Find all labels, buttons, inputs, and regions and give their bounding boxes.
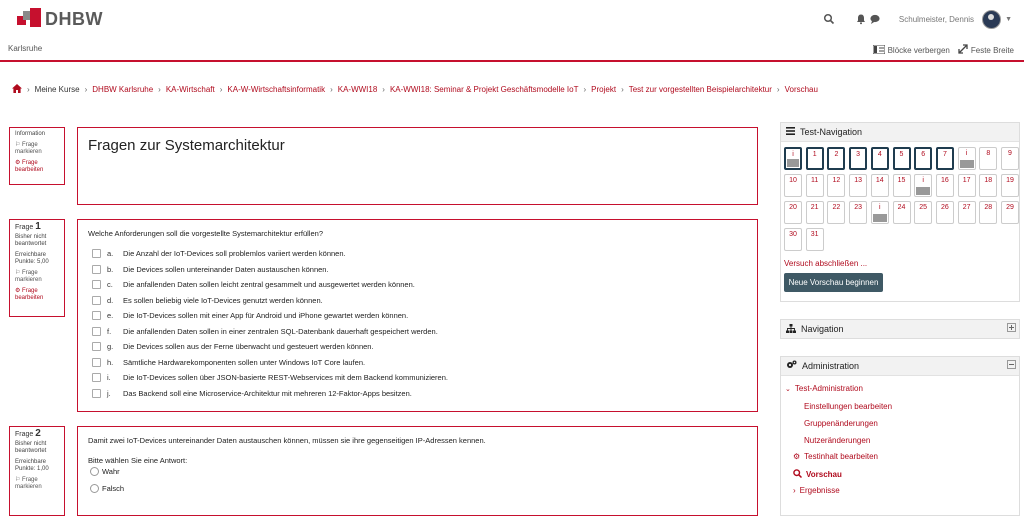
user-name[interactable]: Schulmeister, Dennis xyxy=(898,14,975,24)
edit-question-link[interactable] xyxy=(15,160,59,175)
zoom-icon xyxy=(793,469,802,480)
question-nav-label: i xyxy=(879,204,881,211)
question-nav-label: 6 xyxy=(921,151,926,158)
question-nav-button[interactable] xyxy=(936,147,954,170)
question-nav-label: 31 xyxy=(810,231,819,238)
administration-title: Administration xyxy=(802,361,860,371)
info-marker xyxy=(960,160,974,168)
question-nav-label: 19 xyxy=(1006,177,1014,184)
question-nav-label: 5 xyxy=(899,151,904,158)
question-nav-label: 25 xyxy=(919,204,928,211)
question-text: Damit zwei IoT-Devices untereinander Daten austauschen können, müssen sie ihre gegenseitigen IP-Adressen kennen. xyxy=(88,436,486,445)
question-content xyxy=(77,219,758,412)
avatar[interactable] xyxy=(982,10,1001,29)
question-nav-button[interactable] xyxy=(958,174,976,197)
breadcrumb-item[interactable]: KA-WWI18 xyxy=(337,85,378,94)
breadcrumb-separator-icon: › xyxy=(84,85,88,94)
test-navigation-title: Test-Navigation xyxy=(800,127,863,137)
sitemap-icon xyxy=(786,324,796,335)
breadcrumb-item[interactable]: Meine Kurse xyxy=(34,85,80,94)
answer-prompt: Bitte wählen Sie eine Antwort: xyxy=(88,456,188,465)
question-nav-button[interactable] xyxy=(979,174,997,197)
question-nav-label: 4 xyxy=(877,151,882,158)
answer-option[interactable]: g. Die Devices sollen aus der Ferne überwacht und gesteuert werden können. xyxy=(92,342,374,351)
location-label: Karlsruhe xyxy=(8,44,43,53)
question-number: Frage 1 xyxy=(15,221,41,232)
user-menu-area xyxy=(823,10,1012,28)
breadcrumb-separator-icon: › xyxy=(330,85,333,94)
info-marker xyxy=(916,187,930,195)
question-nav-button[interactable] xyxy=(827,147,845,170)
chevron-down-icon: ⌄ xyxy=(785,385,791,393)
checkbox[interactable] xyxy=(92,327,101,336)
checkbox[interactable] xyxy=(92,265,101,274)
info-sidebar xyxy=(9,127,65,185)
question-nav-button[interactable] xyxy=(936,174,954,197)
question-nav-button[interactable] xyxy=(784,147,802,170)
question-nav-label: 16 xyxy=(940,177,949,184)
question-nav-label: 23 xyxy=(854,204,862,211)
question-nav-button[interactable] xyxy=(893,201,911,224)
question-nav-label: 14 xyxy=(875,177,884,184)
answer-option[interactable]: f. Die anfallenden Daten sollen in einer zentralen SQL-Datenbank dauerhaft gespeichert werden. xyxy=(92,327,438,336)
new-preview-button[interactable]: Neue Vorschau beginnen xyxy=(784,273,883,292)
question-nav-button[interactable] xyxy=(979,201,997,224)
question-nav-label: 26 xyxy=(940,204,949,211)
flag-icon: ⚐ xyxy=(15,269,23,276)
checkbox[interactable] xyxy=(92,280,101,289)
question-nav-label: 8 xyxy=(986,150,991,157)
dhbw-logo[interactable] xyxy=(17,8,137,30)
breadcrumb-separator-icon: › xyxy=(158,85,161,94)
question-number: Frage 2 xyxy=(15,428,41,439)
answer-option[interactable]: b. Die Devices sollen untereinander Daten austauschen können. xyxy=(92,265,329,274)
header-divider xyxy=(0,60,1024,62)
gear-icon: ⚙ xyxy=(15,159,23,166)
question-nav-label: 27 xyxy=(962,204,971,211)
edit-label: Frage bearbeiten xyxy=(15,159,44,173)
question-nav-button[interactable] xyxy=(784,174,802,197)
question-nav-label: 28 xyxy=(984,204,993,211)
question-nav-label: 13 xyxy=(854,177,862,184)
checkbox[interactable] xyxy=(92,249,101,258)
question-nav-button[interactable] xyxy=(871,174,889,197)
top-navbar xyxy=(0,0,1024,38)
question-nav-label: 22 xyxy=(832,204,841,211)
info-marker xyxy=(787,159,799,167)
question-state: Bisher nicht beantwortet xyxy=(15,440,47,454)
checkbox[interactable] xyxy=(92,342,101,351)
question-nav-button[interactable] xyxy=(806,228,824,251)
home-icon[interactable] xyxy=(12,84,22,95)
breadcrumb-item[interactable]: KA-Wirtschaft xyxy=(165,85,215,94)
navigation-header[interactable] xyxy=(781,320,1019,338)
breadcrumb-separator-icon: › xyxy=(27,85,30,94)
info-title: Information xyxy=(15,131,46,137)
question-nav-button[interactable] xyxy=(827,174,845,197)
answer-option[interactable]: e. Die IoT-Devices sollen mit einer App für Android und iPhone gewartet werden können. xyxy=(92,311,408,320)
breadcrumb-item[interactable]: KA-W-Wirtschaftsinformatik xyxy=(227,85,326,94)
question-nav-label: 12 xyxy=(832,177,841,184)
checkbox[interactable] xyxy=(92,311,101,320)
question-nav-label: 15 xyxy=(897,177,906,184)
bell-icon[interactable] xyxy=(855,13,867,25)
question-nav-button[interactable] xyxy=(914,147,932,170)
question-nav-label: 3 xyxy=(856,151,861,158)
breadcrumb-item-current[interactable]: Vorschau xyxy=(784,85,818,94)
question-nav-button[interactable] xyxy=(784,201,802,224)
chat-icon[interactable] xyxy=(869,13,881,25)
question-nav-button[interactable] xyxy=(1001,201,1019,224)
question-nav-button[interactable] xyxy=(1001,174,1019,197)
breadcrumb-separator-icon: › xyxy=(219,85,223,94)
admin-item-preview[interactable]: Vorschau xyxy=(793,469,842,480)
logo-text: DHBW xyxy=(45,9,103,29)
expand-icon[interactable] xyxy=(958,44,968,56)
admin-item-test-administration[interactable]: ⌄ Test-Administration xyxy=(785,384,863,393)
question-nav-button[interactable] xyxy=(893,147,911,170)
breadcrumb-separator-icon: › xyxy=(382,85,385,94)
finish-attempt-link[interactable]: Versuch abschließen ... xyxy=(784,259,868,268)
gear-icon: ⚙ xyxy=(793,452,801,461)
question-nav-button[interactable] xyxy=(849,174,867,197)
breadcrumb xyxy=(12,84,818,95)
flag-label: Frage markieren xyxy=(15,141,42,155)
hide-blocks-button[interactable]: Blöcke verbergen xyxy=(887,45,950,55)
question-nav-button[interactable] xyxy=(827,201,845,224)
question-nav-label: 17 xyxy=(962,177,971,184)
answer-option[interactable]: i. Die IoT-Devices sollen über JSON-basierte REST-Webservices mit dem Backend kommunizieren. xyxy=(92,373,448,382)
flag-question-link[interactable] xyxy=(15,142,59,157)
breadcrumb-item[interactable]: Projekt xyxy=(591,85,617,94)
question-info xyxy=(9,219,65,317)
question-nav-label: 10 xyxy=(789,177,797,184)
question-info xyxy=(9,426,65,516)
question-nav-label: i xyxy=(965,150,968,157)
chevron-right-icon: › xyxy=(793,486,796,495)
question-nav-button[interactable] xyxy=(958,201,976,224)
info-marker xyxy=(873,214,887,222)
layout-controls xyxy=(873,44,1014,56)
question-nav-label: 29 xyxy=(1006,204,1014,211)
flag-question-link[interactable]: ⚐ Frage markieren xyxy=(15,269,42,283)
navigation-block xyxy=(780,319,1020,339)
question-nav-label: i xyxy=(922,177,924,184)
search-icon[interactable] xyxy=(823,13,835,25)
checkbox[interactable] xyxy=(92,373,101,382)
admin-item-edit-quiz[interactable]: ⚙ Testinhalt bearbeiten xyxy=(793,452,878,461)
edit-question-link[interactable]: ⚙ Frage bearbeiten xyxy=(15,287,44,301)
question-nav-button[interactable] xyxy=(1001,147,1019,170)
gear-icon: ⚙ xyxy=(15,287,23,294)
question-nav-button[interactable] xyxy=(806,174,824,197)
checkbox[interactable] xyxy=(92,358,101,367)
question-nav-label: 24 xyxy=(897,204,906,211)
question-nav-label: 11 xyxy=(811,177,819,184)
admin-item-results[interactable]: › Ergebnisse xyxy=(793,486,840,495)
admin-item-edit-settings[interactable]: Einstellungen bearbeiten xyxy=(804,402,893,411)
question-nav-label: 2 xyxy=(834,151,839,158)
question-nav-button[interactable] xyxy=(849,201,867,224)
question-points: Erreichbare Punkte: 5,00 xyxy=(15,251,49,265)
administration-header[interactable] xyxy=(781,357,1019,376)
question-nav-button[interactable] xyxy=(958,147,976,170)
question-nav-label: 21 xyxy=(810,204,819,211)
section-title: Fragen zur Systemarchitektur xyxy=(88,137,285,154)
breadcrumb-separator-icon: › xyxy=(776,85,780,94)
checkbox[interactable] xyxy=(92,296,101,305)
expand-block-icon[interactable] xyxy=(1007,323,1016,332)
question-nav-button[interactable] xyxy=(893,174,911,197)
answer-option[interactable]: h. Sämtliche Hardwarekomponenten sollen unter Windows IoT Core laufen. xyxy=(92,358,365,367)
breadcrumb-item[interactable]: DHBW Karlsruhe xyxy=(92,85,154,94)
question-nav-button[interactable] xyxy=(914,201,932,224)
answer-option[interactable]: d. Es sollen beliebig viele IoT-Devices genutzt werden können. xyxy=(92,296,323,305)
answer-option[interactable]: c. Die anfallenden Daten sollen leicht zentral gesammelt und ausgewertet werden können. xyxy=(92,280,415,289)
question-content xyxy=(77,426,758,516)
question-nav-label: 9 xyxy=(1008,150,1012,157)
fixed-width-button[interactable]: Feste Breite xyxy=(970,45,1014,55)
flag-icon: ⚐ xyxy=(15,476,23,483)
answer-option[interactable]: j. Das Backend soll eine Microservice-Architektur mit mehreren 12-Faktor-Apps besitzen. xyxy=(92,389,412,398)
gears-icon xyxy=(786,360,797,372)
admin-item-group-overrides[interactable]: Gruppenänderungen xyxy=(804,419,878,428)
question-nav-label: 1 xyxy=(812,151,817,158)
breadcrumb-separator-icon: › xyxy=(583,85,587,94)
question-nav-button[interactable] xyxy=(806,147,824,170)
navigation-title: Navigation xyxy=(801,324,844,334)
question-nav-button[interactable] xyxy=(849,147,867,170)
radio-button[interactable] xyxy=(90,467,99,476)
answer-option[interactable]: Wahr xyxy=(90,467,120,476)
info-content xyxy=(77,127,758,205)
hide-blocks-icon[interactable] xyxy=(873,45,885,56)
logo-mark-icon xyxy=(17,8,43,30)
question-nav-label: 7 xyxy=(942,151,947,158)
checkbox[interactable] xyxy=(92,389,101,398)
question-nav-label: 20 xyxy=(789,204,797,211)
question-state: Bisher nicht beantwortet xyxy=(15,233,47,247)
sub-bar xyxy=(0,38,1024,60)
question-nav-button[interactable] xyxy=(936,201,954,224)
question-nav-label: i xyxy=(792,151,794,158)
question-nav-button[interactable] xyxy=(914,174,932,197)
answer-option[interactable]: a. Die Anzahl der IoT-Devices soll problemlos variiert werden können. xyxy=(92,249,346,258)
question-nav-button[interactable] xyxy=(806,201,824,224)
breadcrumb-item[interactable]: KA-WWI18: Seminar & Projekt Geschäftsmodelle IoT xyxy=(389,85,579,94)
breadcrumb-separator-icon: › xyxy=(621,85,624,94)
question-text: Welche Anforderungen soll die vorgestellte Systemarchitektur erfüllen? xyxy=(88,229,323,238)
answer-option[interactable]: Falsch xyxy=(90,484,124,493)
caret-down-icon[interactable]: ▼ xyxy=(1005,15,1012,23)
collapse-block-icon[interactable] xyxy=(1007,360,1016,369)
question-nav-button[interactable] xyxy=(871,147,889,170)
admin-item-user-overrides[interactable]: Nutzeränderungen xyxy=(804,436,871,445)
radio-button[interactable] xyxy=(90,484,99,493)
list-icon xyxy=(786,127,795,137)
question-nav-label: 30 xyxy=(789,231,797,238)
question-nav-label: 18 xyxy=(984,177,993,184)
question-nav-button[interactable] xyxy=(871,201,889,224)
question-nav-button[interactable] xyxy=(979,147,997,170)
flag-icon: ⚐ xyxy=(15,141,23,148)
breadcrumb-item[interactable]: Test zur vorgestellten Beispielarchitektur xyxy=(628,85,772,94)
question-points: Erreichbare Punkte: 1,00 xyxy=(15,458,49,472)
test-navigation-header xyxy=(781,123,1019,142)
flag-question-link[interactable]: ⚐ Frage markieren xyxy=(15,476,42,490)
administration-tree xyxy=(785,384,1015,504)
question-nav-button[interactable] xyxy=(784,228,802,251)
